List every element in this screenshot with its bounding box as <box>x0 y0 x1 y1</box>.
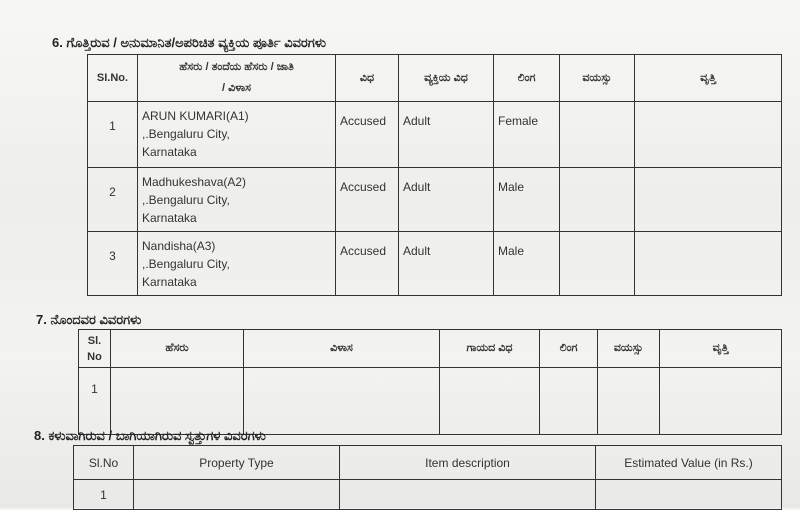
col-header-gender: ಲಿಂಗ <box>494 55 560 102</box>
person-address-line1: ,.Bengaluru City, <box>142 193 230 207</box>
col-header-type: ವಿಧ <box>336 55 399 102</box>
cell-gender: Female <box>494 102 560 168</box>
col-header-name-address <box>138 55 336 102</box>
col-header-item-description: Item description <box>340 446 596 480</box>
victims-table <box>78 329 782 435</box>
person-address-line2: Karnataka <box>142 275 197 289</box>
cell-gender: Male <box>494 168 560 232</box>
col-header-property-type: Property Type <box>134 446 340 480</box>
cell-slno: 1 <box>88 102 138 168</box>
cell-age <box>598 368 660 435</box>
cell-estimated-value <box>596 480 782 510</box>
col-header-occupation: ವೃತ್ತಿ <box>660 330 782 368</box>
section-8-title: 8. ಕಳುವಾಗಿರುವ / ಬಾಗಿಯಾಗಿರುವ ಸ್ವತ್ತುಗಳ ವಿವರಗಳು <box>34 428 266 443</box>
col-header-age: ವಯಸ್ಸು <box>560 55 635 102</box>
cell-occupation <box>635 232 782 296</box>
property-table <box>73 445 782 510</box>
accused-persons-table <box>87 54 782 296</box>
section-6-title: 6. ಗೊತ್ತಿರುವ / ಅನುಮಾನಿತ/ಅಪರಿಚಿತ ವ್ಯಕ್ತಿಯ ಪೂರ್ತಿ ವಿವರಗಳು <box>52 35 327 50</box>
cell-age <box>560 168 635 232</box>
cell-occupation <box>635 102 782 168</box>
person-name: Madhukeshava(A2) <box>142 175 247 189</box>
header-name-line1: ಹೆಸರು / ತಂದೆಯ ಹೆಸರು / ಜಾತಿ <box>179 61 294 73</box>
cell-item-description <box>340 480 596 510</box>
cell-type: Accused <box>336 102 399 168</box>
header-sl-line1: Sl. <box>87 334 102 347</box>
cell-injury-type <box>440 368 540 435</box>
cell-slno: 2 <box>88 168 138 232</box>
cell-name-address <box>138 232 336 296</box>
cell-occupation <box>635 168 782 232</box>
cell-name-address <box>138 102 336 168</box>
cell-person-type: Adult <box>399 102 494 168</box>
col-header-slno: Sl.No <box>74 446 134 480</box>
table-row <box>88 232 782 296</box>
col-header-estimated-value: Estimated Value (in Rs.) <box>596 446 782 480</box>
cell-slno: 3 <box>88 232 138 296</box>
cell-slno: 1 <box>74 480 134 510</box>
col-header-age: ವಯಸ್ಸು <box>598 330 660 368</box>
table-row <box>74 480 782 510</box>
table-row <box>79 368 782 435</box>
table-row <box>88 168 782 232</box>
cell-occupation <box>660 368 782 435</box>
col-header-slno: SI.No. <box>88 55 138 102</box>
cell-gender <box>540 368 598 435</box>
person-name: Nandisha(A3) <box>142 239 216 253</box>
col-header-gender: ಲಿಂಗ <box>540 330 598 368</box>
header-sl-line2: No <box>87 350 102 363</box>
person-address-line1: ,.Bengaluru City, <box>142 257 230 271</box>
table-header-row <box>74 446 782 480</box>
section-7-title: 7. ನೊಂದವರ ವಿವರಗಳು <box>36 312 142 327</box>
cell-age <box>560 102 635 168</box>
cell-slno: 1 <box>79 368 111 435</box>
person-address-line2: Karnataka <box>142 145 197 159</box>
person-address-line1: ,.Bengaluru City, <box>142 127 230 141</box>
cell-gender: Male <box>494 232 560 296</box>
col-header-name: ಹೆಸರು <box>111 330 244 368</box>
cell-type: Accused <box>336 168 399 232</box>
cell-address <box>244 368 440 435</box>
cell-name <box>111 368 244 435</box>
cell-person-type: Adult <box>399 168 494 232</box>
col-header-address: ವಿಳಾಸ <box>244 330 440 368</box>
col-header-occupation: ವೃತ್ತಿ <box>635 55 782 102</box>
person-address-line2: Karnataka <box>142 211 197 225</box>
table-header-row <box>88 55 782 102</box>
cell-property-type <box>134 480 340 510</box>
cell-name-address <box>138 168 336 232</box>
col-header-injury-type: ಗಾಯದ ವಿಧ <box>440 330 540 368</box>
person-name: ARUN KUMARI(A1) <box>142 109 249 123</box>
table-row <box>88 102 782 168</box>
cell-type: Accused <box>336 232 399 296</box>
header-name-line2: / ವಿಳಾಸ <box>222 82 251 94</box>
col-header-slno <box>79 330 111 368</box>
cell-age <box>560 232 635 296</box>
col-header-person-type: ವ್ಯಕ್ತಿಯ ವಿಧ <box>399 55 494 102</box>
table-header-row <box>79 330 782 368</box>
cell-person-type: Adult <box>399 232 494 296</box>
